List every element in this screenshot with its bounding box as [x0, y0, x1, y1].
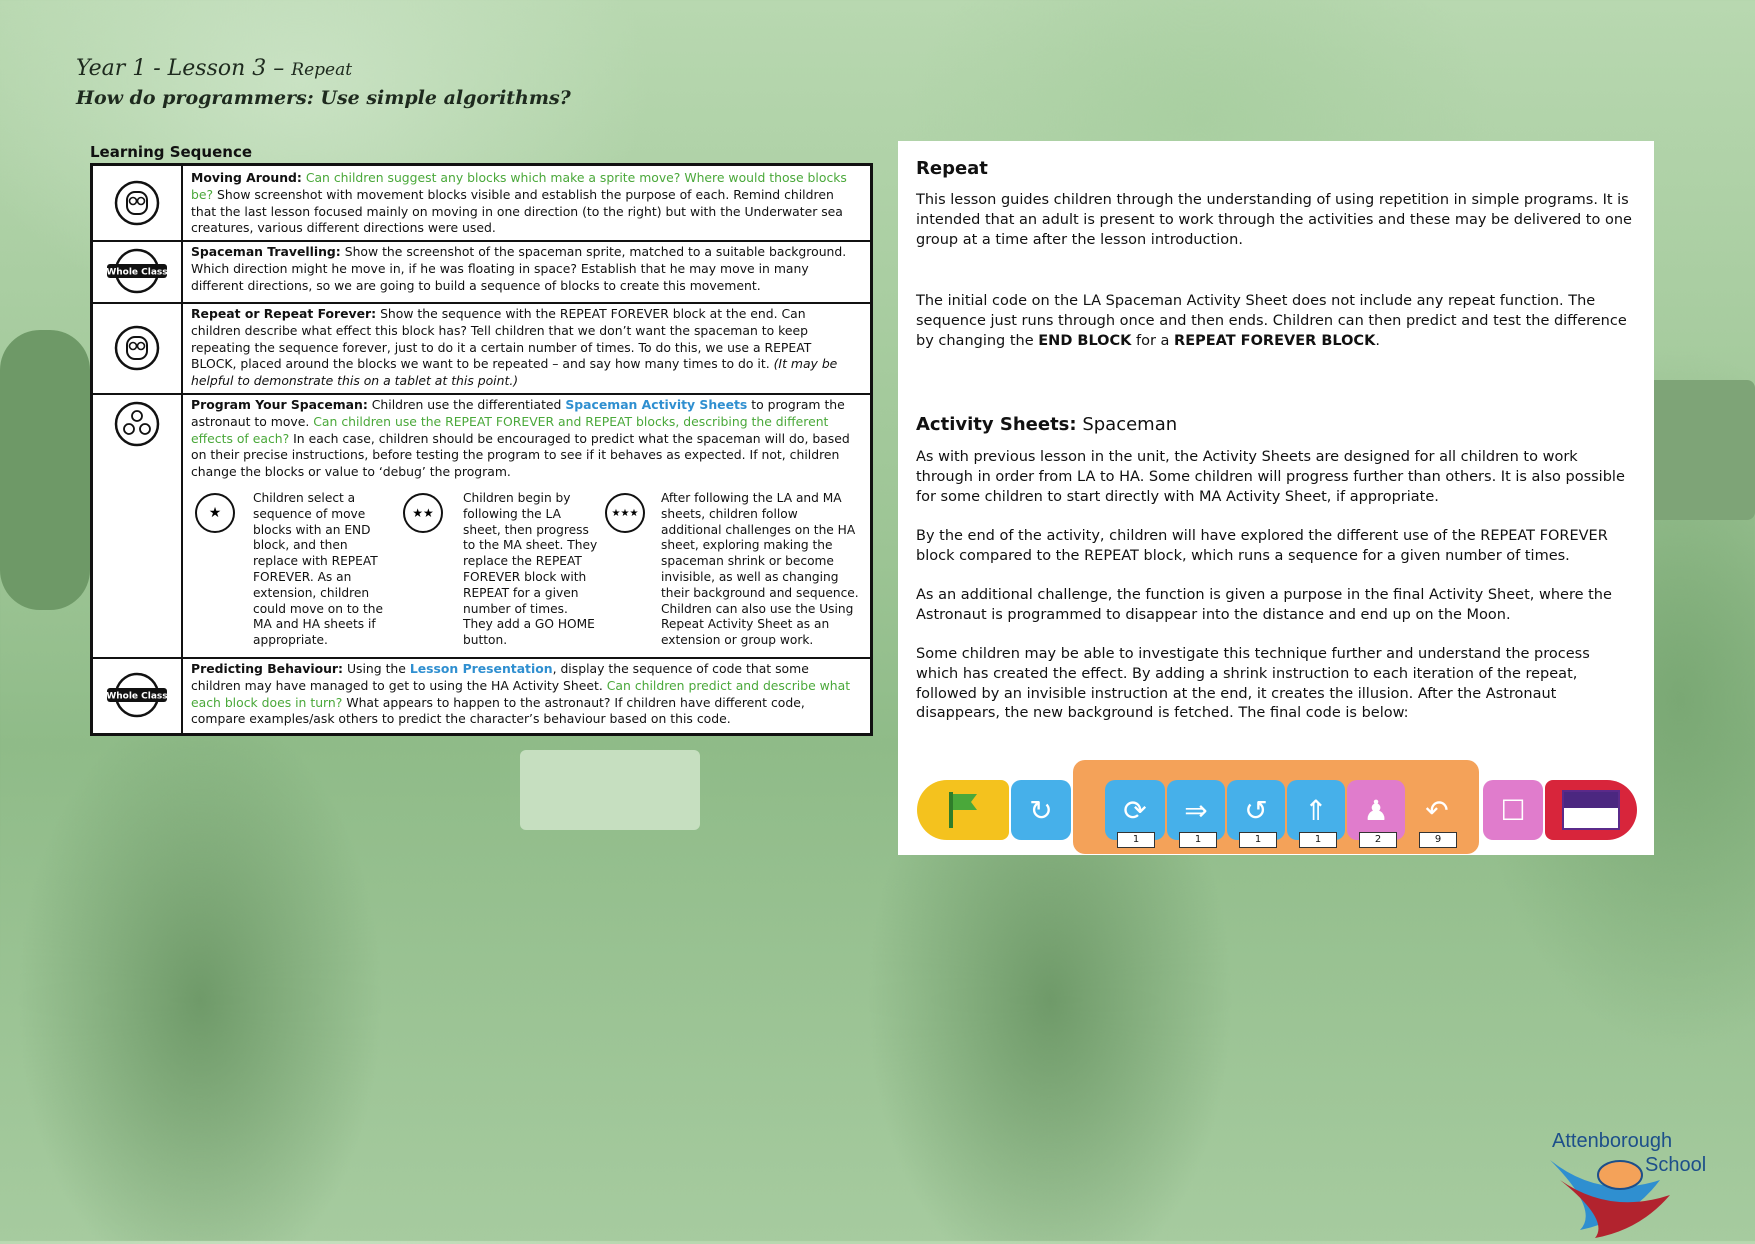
rotate-reverse-block: ↺: [1227, 780, 1285, 840]
sequence-row: [93, 302, 870, 395]
owl-teacher-icon: [93, 302, 183, 393]
lesson-title: Year 1 - Lesson 3 –: [76, 56, 285, 81]
panel-paragraph: Some children may be able to investigate this technique further and understand the process which has created the effect. By adding a shrink instruction to each iteration of the repeat, followed by an invisible instruction at the end, it creates the illusion. After the Astronaut disappears, the new background is fetched. The final code is below:: [916, 646, 1590, 722]
lesson-presentation-link[interactable]: Lesson Presentation: [409, 661, 553, 676]
parameter-value: 9: [1419, 832, 1457, 848]
panel-paragraph: By the end of the activity, children will have explored the different use of the REPEAT FOREVER block compared to the REPEAT block, which runs a sequence for a given number of times.: [916, 528, 1608, 564]
svg-text:Whole Class: Whole Class: [106, 691, 168, 702]
whole-class-icon: [93, 657, 183, 733]
panel-title: Repeat: [916, 158, 988, 179]
parameter-value: 1: [1117, 832, 1155, 848]
svg-text:Whole Class: Whole Class: [106, 267, 168, 278]
parameter-value: 1: [1179, 832, 1217, 848]
three-star-icon: ★★★: [605, 493, 645, 533]
green-flag-start-block: [917, 780, 1009, 840]
parameter-value: 1: [1299, 832, 1337, 848]
two-star-icon: ★★: [403, 493, 443, 533]
hide-block: ☐: [1483, 780, 1543, 840]
moon-background-icon: [1562, 790, 1620, 830]
final-code-blocks: [917, 760, 1637, 860]
parameter-value: 2: [1359, 832, 1397, 848]
set-background-block: [1545, 780, 1637, 840]
row-text: Moving Around: Can children suggest any blocks which make a sprite move? Where would those blocks be? Show screenshot with movement blocks visible and establish the purpose of each. Remind children that the last lesson focused mainly on moving in one direction (to the right) but with the Underwater sea creatures, various different directions were used.: [191, 170, 847, 236]
sequence-row: [93, 657, 870, 733]
sequence-row: [93, 393, 870, 659]
owl-teacher-icon: [93, 166, 183, 240]
differentiation-group: [191, 491, 870, 651]
school-logo: [1540, 1120, 1725, 1240]
repeat-count-block: ↶: [1407, 780, 1467, 840]
panel-paragraph: As an additional challenge, the function is given a purpose in the final Activity Sheet, where the Astronaut is programmed to disappear into the distance and end up on the Moon.: [916, 587, 1612, 623]
lesson-question: How do programmers: Use simple algorithms?: [76, 87, 571, 109]
activity-sheets-heading: Activity Sheets: Spaceman: [916, 414, 1178, 435]
lesson-topic: Repeat: [291, 60, 353, 80]
panel-paragraph: As with previous lesson in the unit, the Activity Sheets are designed for all children to work through in order from LA to HA. Some children will progress further than others. It is also possible for some children to start directly with MA Activity Sheet, if appropriate.: [916, 449, 1625, 505]
lesson-header: [76, 56, 571, 109]
differentiation-la: Children select a sequence of move blocks with an END block, and then replace with REPEAT FOREVER. As an extension, children could move on to the MA and HA sheets if appropriate.: [253, 491, 383, 648]
flag-icon: [943, 788, 983, 832]
move-up-block: ⇑: [1287, 780, 1345, 840]
shrink-block: ♟: [1347, 780, 1405, 840]
panel-paragraph: The initial code on the LA Spaceman Activity Sheet does not include any repeat function. The sequence just runs through once and then ends. Children can then predict and test the difference by changing the END BLOCK for a REPEAT FOREVER BLOCK.: [916, 293, 1627, 349]
learning-sequence-table: [90, 163, 873, 736]
one-star-icon: ★: [195, 493, 235, 533]
logo-text-line1: Attenborough: [1552, 1130, 1673, 1152]
background-photo-tint: [520, 750, 700, 830]
background-photo-tint: [0, 330, 90, 610]
notes-panel: [898, 141, 1654, 855]
logo-text-line2: School: [1645, 1154, 1707, 1176]
panel-paragraph: This lesson guides children through the understanding of using repetition in simple programs. It is intended that an adult is present to work through the activities and these may be delivered to one group at a time after the lesson introduction.: [916, 192, 1632, 248]
move-right-block: ⇒: [1167, 780, 1225, 840]
differentiation-ma: Children begin by following the LA sheet, then progress to the MA sheet. They replace the REPEAT FOREVER block with REPEAT for a given number of times. They add a GO HOME button.: [463, 491, 598, 648]
row-text: Program Your Spaceman: Children use the differentiated Spaceman Activity Sheets to program the astronaut to move. Can children use the REPEAT FOREVER and REPEAT blocks, describing the different effects of each? In each case, children should be encouraged to predict what the spaceman will do, based on their precise instructions, before testing the program to see if it behaves as expected. If not, children change the blocks or value to ‘debug’ the program.: [191, 397, 850, 480]
group-icon: [93, 393, 183, 657]
sequence-row: [93, 240, 870, 304]
differentiation-ha: After following the LA and MA sheets, children follow additional challenges on the HA sheet, exploring making the spaceman shrink or become invisible, as well as changing their background and sequence. Children can also use the Using Repeat Activity Sheet as an extension or group work.: [661, 491, 859, 648]
go-home-block: ↻: [1011, 780, 1071, 840]
learning-sequence-title: Learning Sequence: [90, 143, 253, 161]
row-text: Repeat or Repeat Forever: Show the sequence with the REPEAT FOREVER block at the end. Can children describe what effect this block has? Tell children that we don’t want the spaceman to keep repeating the sequence forever, just to do it a certain number of times. To do this, we use a REPEAT BLOCK, placed around the blocks we want to be repeated – and say how many times to do it. (It may be helpful to demonstrate this on a tablet at this point.): [191, 306, 838, 389]
sequence-row: [93, 166, 870, 242]
row-text: Predicting Behaviour: Using the Lesson Presentation, display the sequence of code that some children may have managed to get to using the HA Activity Sheet. Can children predict and describe what each block does in turn? What appears to happen to the astronaut? If children have different code, compare examples/ask others to predict the character’s behaviour based on this code.: [191, 661, 851, 727]
rotate-block: ⟳: [1105, 780, 1165, 840]
whole-class-icon: [93, 240, 183, 302]
row-text: Spaceman Travelling: Show the screenshot of the spaceman sprite, matched to a suitable background. Which direction might he move in, if he was floating in space? Establish that he may move in many different directions, so we are going to build a sequence of blocks to create this movement.: [191, 244, 847, 293]
spaceman-activity-sheets-link[interactable]: Spaceman Activity Sheets: [565, 397, 748, 412]
parameter-value: 1: [1239, 832, 1277, 848]
